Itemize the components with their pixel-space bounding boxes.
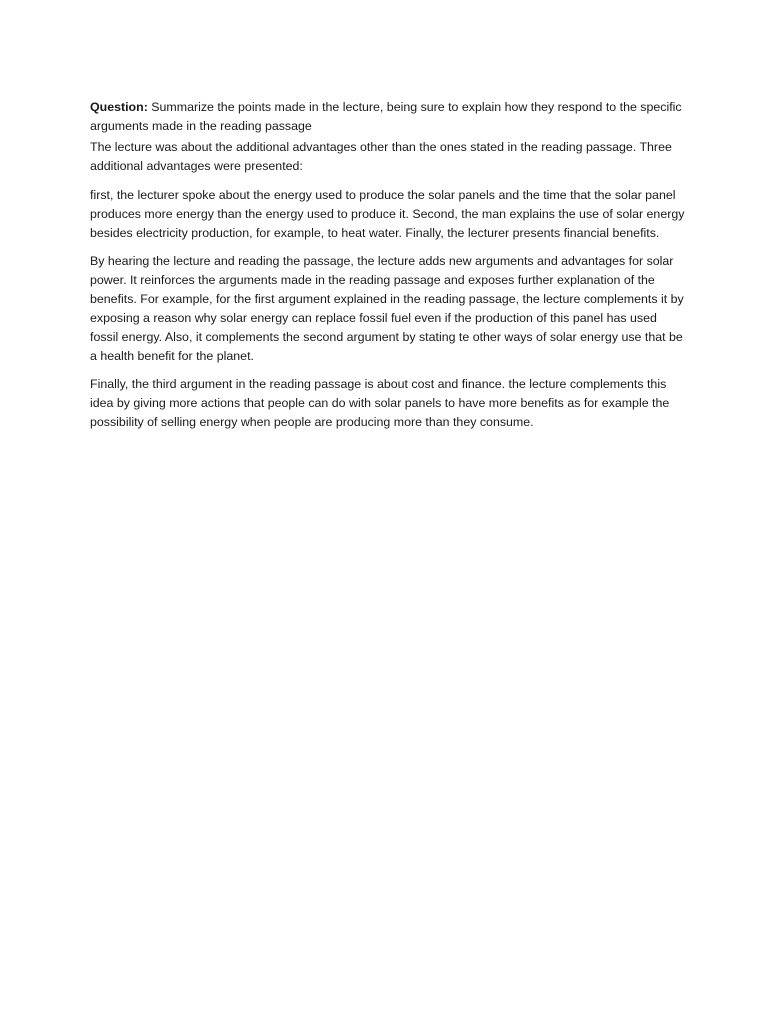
intro-paragraph: The lecture was about the additional advantages other than the ones stated in the reading passage. Three additional advantages were presented: bbox=[90, 140, 672, 173]
conclusion-paragraph: Finally, the third argument in the reading passage is about cost and finance. the lecture complements this idea by giving more actions that people can do with solar panels to have more benefits as for example the possibility of selling energy when people are producing more than they consume. bbox=[90, 377, 670, 429]
document-page bbox=[90, 98, 688, 441]
question-prompt bbox=[90, 98, 688, 136]
analysis-paragraph: By hearing the lecture and reading the passage, the lecture adds new arguments and advantages for solar power. It reinforces the arguments made in the reading passage and exposes further explanation of the benefits. For example, for the first argument explained in the reading passage, the lecture complements it by exposing a reason why solar energy can replace fossil fuel even if the production of this panel has used fossil energy. Also, it complements the second argument by stating te other ways of solar energy use that be a health benefit for the planet. bbox=[90, 254, 684, 363]
question-label: Question: bbox=[90, 100, 148, 114]
question-text: Summarize the points made in the lecture, being sure to explain how they respond to the specific arguments made in the reading passage bbox=[90, 100, 682, 133]
advantages-paragraph: first, the lecturer spoke about the energy used to produce the solar panels and the time that the solar panel produces more energy than the energy used to produce it. Second, the man explains the use of solar energy besides electricity production, for example, to heat water. Finally, the lecturer presents financial benefits. bbox=[90, 188, 685, 240]
